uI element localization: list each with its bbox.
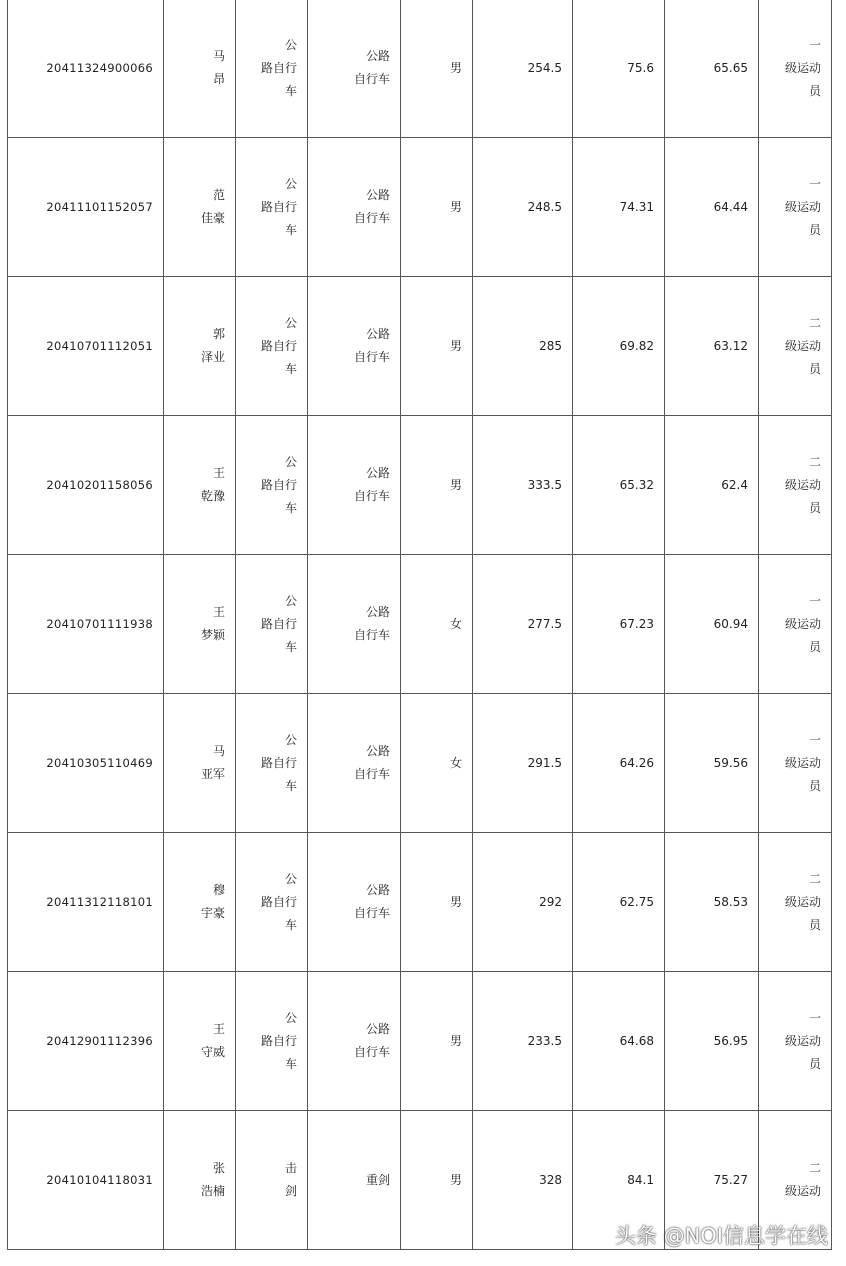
table-row	[8, 277, 832, 416]
cell-total: 333.5	[473, 416, 573, 555]
cell-event-line: 公路	[365, 883, 390, 897]
cell-level-line: 员	[808, 778, 821, 793]
cell-event-line: 公路	[365, 327, 390, 341]
table-body	[8, 0, 832, 1250]
cell-name	[164, 972, 236, 1111]
cell-score1: 84.1	[573, 1111, 665, 1250]
cell-sport-line: 公	[284, 871, 297, 886]
cell-gender: 男	[401, 277, 473, 416]
cell-level-line: 级运动	[784, 616, 821, 631]
cell-level	[759, 0, 832, 138]
cell-gender: 女	[401, 555, 473, 694]
cell-gender: 男	[401, 0, 473, 138]
cell-level-line: 级运动	[784, 755, 821, 770]
cell-level-line: 级运动	[784, 60, 821, 75]
cell-sport-line: 路自行	[260, 755, 297, 770]
cell-sport-line: 剑	[284, 1184, 297, 1198]
cell-event-line: 公路	[365, 1022, 390, 1036]
cell-event-line: 重剑	[365, 1172, 390, 1187]
cell-sport	[236, 277, 308, 416]
cell-level-line: 一	[808, 37, 821, 52]
cell-event-line: 公路	[365, 605, 390, 619]
cell-sport-line: 公	[284, 732, 297, 747]
cell-event	[308, 1111, 401, 1250]
cell-total: 233.5	[473, 972, 573, 1111]
cell-level-line: 员	[808, 1056, 821, 1071]
cell-level-line: 员	[808, 83, 821, 98]
cell-event	[308, 416, 401, 555]
cell-event-line: 自行车	[353, 350, 390, 364]
cell-total: 248.5	[473, 138, 573, 277]
cell-event-line: 自行车	[353, 767, 390, 781]
cell-gender: 男	[401, 833, 473, 972]
cell-name	[164, 555, 236, 694]
cell-name-line: 佳豪	[200, 211, 225, 225]
cell-score1: 62.75	[573, 833, 665, 972]
cell-id: 20411312118101	[8, 833, 164, 972]
cell-name-line: 昂	[212, 72, 225, 86]
cell-score2: 75.27	[665, 1111, 759, 1250]
cell-level	[759, 833, 832, 972]
cell-sport	[236, 416, 308, 555]
cell-name-line: 乾豫	[200, 489, 225, 503]
cell-sport	[236, 555, 308, 694]
cell-score2: 65.65	[665, 0, 759, 138]
cell-level	[759, 416, 832, 555]
cell-event	[308, 138, 401, 277]
cell-score1: 74.31	[573, 138, 665, 277]
cell-name-line: 宇豪	[200, 906, 225, 920]
cell-level-line: 员	[808, 639, 821, 654]
watermark-prefix: 头条	[614, 1224, 657, 1248]
cell-name-line: 张	[212, 1161, 225, 1175]
cell-level-line: 一	[808, 593, 821, 608]
cell-name-line: 亚军	[200, 767, 225, 781]
cell-id: 20411324900066	[8, 0, 164, 138]
cell-score2: 62.4	[665, 416, 759, 555]
cell-name-line: 穆	[212, 883, 225, 897]
cell-level-line: 员	[808, 500, 821, 515]
cell-name-line: 马	[212, 49, 225, 63]
cell-id: 20410201158056	[8, 416, 164, 555]
cell-name-line: 梦颖	[200, 628, 225, 642]
cell-sport-line: 车	[284, 639, 297, 654]
cell-name-line: 马	[212, 744, 225, 758]
cell-level-line: 二	[808, 1161, 821, 1175]
cell-total: 292	[473, 833, 573, 972]
cell-sport-line: 路自行	[260, 477, 297, 492]
cell-name-line: 王	[212, 466, 225, 480]
cell-event-line: 公路	[365, 466, 390, 480]
cell-score1: 69.82	[573, 277, 665, 416]
cell-sport-line: 路自行	[260, 199, 297, 214]
cell-name-line: 范	[212, 188, 225, 202]
cell-level-line: 级运动	[784, 199, 821, 214]
cell-event	[308, 694, 401, 833]
cell-level-line: 级运动	[784, 1033, 821, 1048]
cell-score1: 64.26	[573, 694, 665, 833]
table-row	[8, 416, 832, 555]
cell-event	[308, 0, 401, 138]
cell-score1: 65.32	[573, 416, 665, 555]
cell-sport-line: 路自行	[260, 894, 297, 909]
cell-id: 20410701112051	[8, 277, 164, 416]
cell-sport-line: 车	[284, 83, 297, 98]
cell-name	[164, 277, 236, 416]
cell-sport	[236, 972, 308, 1111]
cell-gender: 男	[401, 1111, 473, 1250]
cell-level	[759, 694, 832, 833]
cell-event-line: 自行车	[353, 489, 390, 503]
cell-id: 20412901112396	[8, 972, 164, 1111]
cell-event-line: 自行车	[353, 628, 390, 642]
cell-name-line: 浩楠	[200, 1184, 225, 1198]
table-row	[8, 138, 832, 277]
cell-score2: 60.94	[665, 555, 759, 694]
cell-sport-line: 路自行	[260, 616, 297, 631]
cell-score2: 64.44	[665, 138, 759, 277]
cell-name-line: 王	[212, 605, 225, 619]
cell-name-line: 泽业	[200, 350, 225, 364]
cell-sport	[236, 1111, 308, 1250]
cell-total: 291.5	[473, 694, 573, 833]
table-row	[8, 833, 832, 972]
cell-name-line: 王	[212, 1022, 225, 1036]
cell-level-line: 级运动	[784, 338, 821, 353]
table-row	[8, 694, 832, 833]
cell-level-line: 员	[808, 917, 821, 932]
cell-sport	[236, 833, 308, 972]
cell-sport-line: 车	[284, 917, 297, 932]
cell-name	[164, 1111, 236, 1250]
cell-name	[164, 694, 236, 833]
cell-sport	[236, 138, 308, 277]
cell-gender: 男	[401, 416, 473, 555]
cell-sport-line: 路自行	[260, 338, 297, 353]
cell-id: 20410305110469	[8, 694, 164, 833]
cell-sport-line: 公	[284, 176, 297, 191]
cell-event-line: 自行车	[353, 72, 390, 86]
watermark-handle: @NOI信息学在线	[663, 1224, 828, 1248]
cell-event-line: 自行车	[353, 906, 390, 920]
cell-score1: 67.23	[573, 555, 665, 694]
cell-score2: 63.12	[665, 277, 759, 416]
cell-sport-line: 路自行	[260, 1033, 297, 1048]
cell-level-line: 一	[808, 1010, 821, 1025]
cell-gender: 男	[401, 138, 473, 277]
cell-id: 20410701111938	[8, 555, 164, 694]
cell-level	[759, 972, 832, 1111]
cell-total: 328	[473, 1111, 573, 1250]
cell-sport	[236, 0, 308, 138]
table-row	[8, 555, 832, 694]
athlete-table	[7, 0, 832, 1250]
cell-score1: 75.6	[573, 0, 665, 138]
watermark	[615, 1220, 828, 1250]
cell-id: 20410104118031	[8, 1111, 164, 1250]
cell-event	[308, 277, 401, 416]
cell-id: 20411101152057	[8, 138, 164, 277]
cell-name	[164, 833, 236, 972]
cell-sport-line: 车	[284, 222, 297, 237]
cell-sport-line: 公	[284, 37, 297, 52]
cell-total: 285	[473, 277, 573, 416]
cell-event	[308, 833, 401, 972]
cell-gender: 男	[401, 972, 473, 1111]
cell-gender: 女	[401, 694, 473, 833]
cell-sport-line: 公	[284, 454, 297, 469]
cell-level-line: 级运动	[784, 477, 821, 492]
cell-level-line: 员	[808, 361, 821, 376]
cell-name	[164, 138, 236, 277]
cell-score1: 64.68	[573, 972, 665, 1111]
cell-name	[164, 0, 236, 138]
cell-sport-line: 击	[284, 1161, 297, 1175]
cell-score2: 59.56	[665, 694, 759, 833]
cell-level-line: 级运动	[784, 894, 821, 909]
cell-level	[759, 277, 832, 416]
cell-sport-line: 车	[284, 1056, 297, 1071]
cell-sport-line: 公	[284, 1010, 297, 1025]
cell-level-line: 二	[808, 315, 821, 330]
cell-score2: 58.53	[665, 833, 759, 972]
cell-level-line: 级运动	[784, 1184, 821, 1198]
cell-sport-line: 路自行	[260, 60, 297, 75]
cell-name-line: 守威	[200, 1045, 225, 1059]
cell-sport-line: 车	[284, 361, 297, 376]
cell-total: 254.5	[473, 0, 573, 138]
cell-score2: 56.95	[665, 972, 759, 1111]
cell-event	[308, 555, 401, 694]
cell-sport-line: 车	[284, 778, 297, 793]
cell-name	[164, 416, 236, 555]
cell-name-line: 郭	[212, 327, 225, 341]
table-row	[8, 0, 832, 138]
cell-level	[759, 138, 832, 277]
cell-sport-line: 车	[284, 500, 297, 515]
table-row	[8, 972, 832, 1111]
cell-event	[308, 972, 401, 1111]
cell-event-line: 公路	[365, 49, 390, 63]
cell-sport-line: 公	[284, 593, 297, 608]
cell-event-line: 自行车	[353, 1045, 390, 1059]
cell-level-line: 二	[808, 871, 821, 886]
cell-event-line: 公路	[365, 744, 390, 758]
cell-level-line: 员	[808, 222, 821, 237]
cell-sport	[236, 694, 308, 833]
cell-sport-line: 公	[284, 315, 297, 330]
cell-event-line: 公路	[365, 188, 390, 202]
cell-event-line: 自行车	[353, 211, 390, 225]
cell-level-line: 二	[808, 454, 821, 469]
cell-level-line: 一	[808, 732, 821, 747]
cell-level-line: 一	[808, 176, 821, 191]
cell-level	[759, 555, 832, 694]
cell-total: 277.5	[473, 555, 573, 694]
